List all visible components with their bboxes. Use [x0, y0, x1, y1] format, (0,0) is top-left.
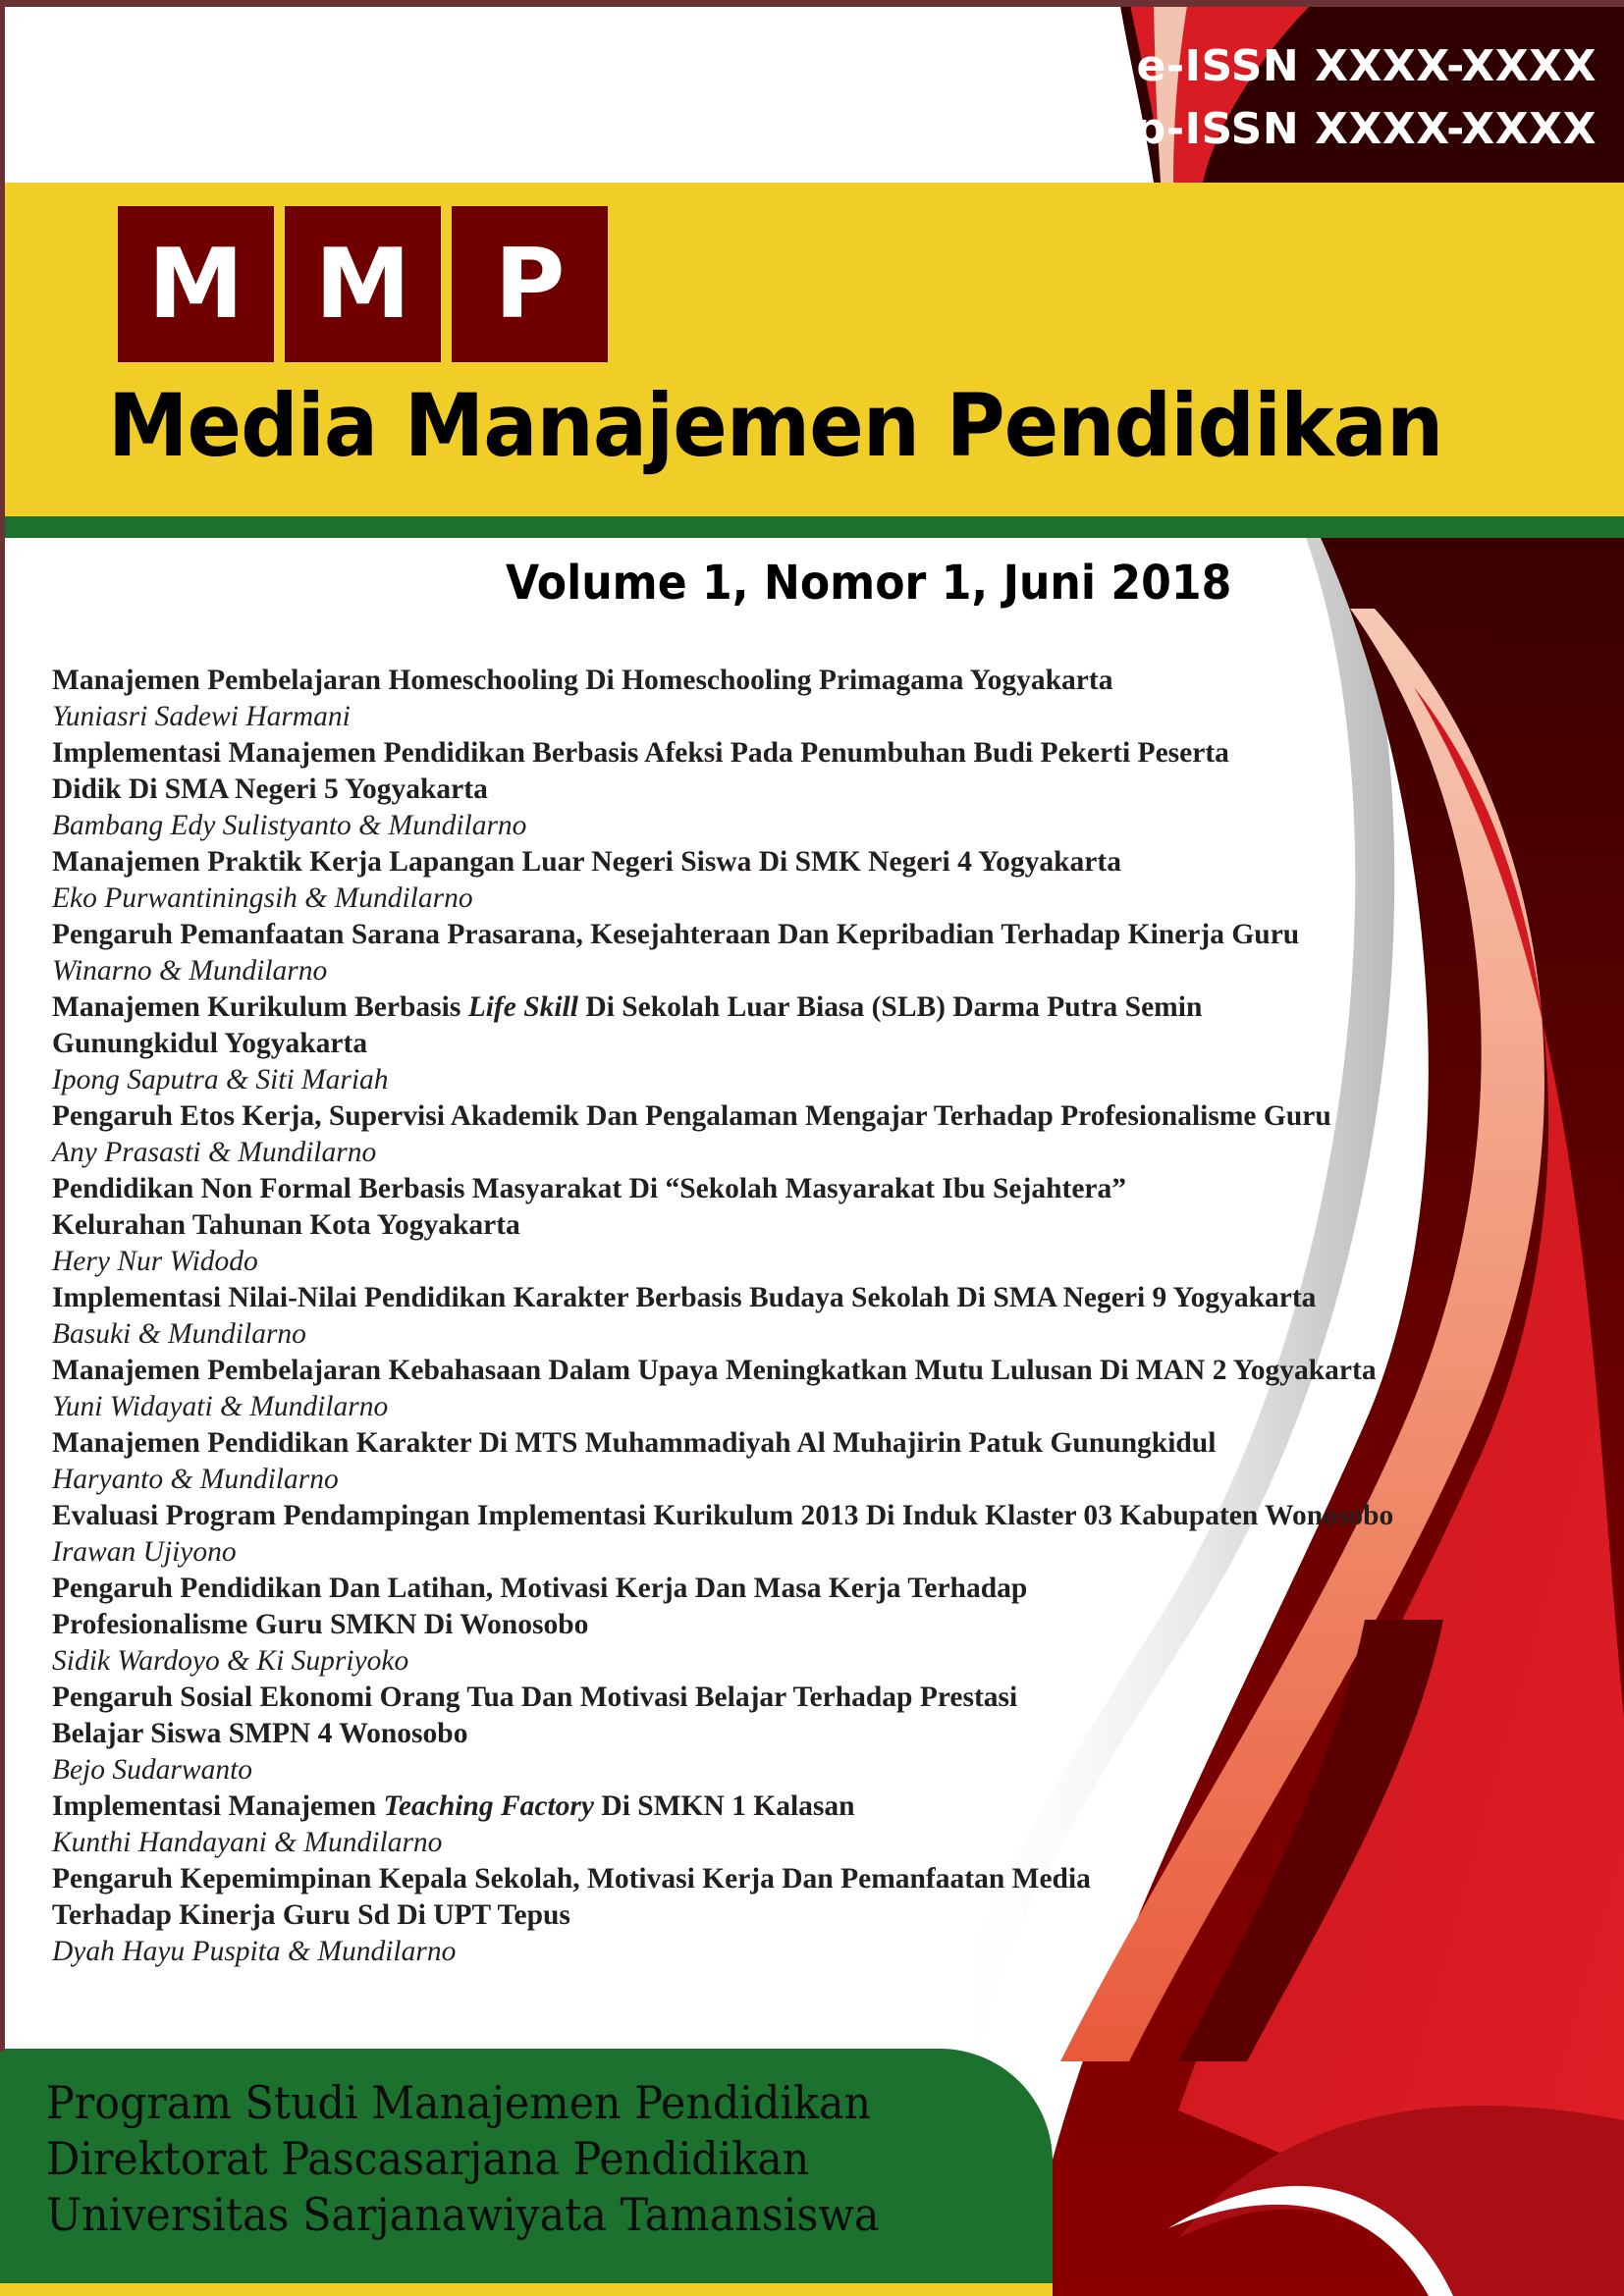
publisher-text	[46, 2075, 880, 2243]
article-entry	[52, 1571, 1584, 1680]
article-authors: Any Prasasti & Mundilarno	[52, 1137, 377, 1168]
journal-title: Media Manajemen Pendidikan	[108, 375, 1443, 476]
issn-block	[1135, 35, 1597, 161]
article-entry	[52, 989, 1584, 1098]
article-authors: Kunthi Handayani & Mundilarno	[52, 1827, 443, 1858]
article-title-text: Kelurahan Tahunan Kota Yogyakarta	[52, 1209, 520, 1241]
article-authors: Irawan Ujiyono	[52, 1536, 237, 1568]
article-title	[52, 1280, 1584, 1316]
article-title-text: Implementasi Manajemen Pendidikan Berbasis Afeksi Pada Penumbuhan Budi Pekerti Peserta	[52, 737, 1229, 769]
issue-info: Volume 1, Nomor 1, Juni 2018	[506, 556, 1232, 611]
article-title-text: Manajemen Kurikulum Berbasis	[52, 991, 468, 1023]
article-entry	[52, 844, 1584, 917]
article-title	[52, 844, 1584, 881]
article-title	[52, 1098, 1584, 1135]
article-entry	[52, 1861, 1584, 1970]
article-entry	[52, 1498, 1584, 1571]
green-divider	[5, 516, 1624, 538]
article-entry	[52, 735, 1584, 844]
article-authors: Winarno & Mundilarno	[52, 955, 328, 987]
article-authors: Yuni Widayati & Mundilarno	[52, 1391, 389, 1422]
article-title	[52, 1716, 1584, 1752]
article-entry	[52, 1171, 1584, 1280]
article-title-text: Pengaruh Kepemimpinan Kepala Sekolah, Motivasi Kerja Dan Pemanfaatan Media	[52, 1863, 1091, 1895]
article-title-text: Manajemen Pendidikan Karakter Di MTS Muhammadiyah Al Muhajirin Patuk Gunungkidul	[52, 1427, 1217, 1459]
cover-border-top	[0, 0, 1624, 7]
article-authors: Dyah Hayu Puspita & Mundilarno	[52, 1936, 457, 1967]
article-title	[52, 1897, 1584, 1934]
article-title	[52, 1498, 1584, 1534]
article-title	[52, 772, 1584, 808]
article-entry	[52, 1789, 1584, 1861]
logo-letter-m1: M	[118, 206, 274, 362]
article-title-text: Pengaruh Pemanfaatan Sarana Prasarana, Kesejahteraan Dan Kepribadian Terhadap Kinerja Guru	[52, 919, 1300, 950]
footer-yellow-strip	[0, 2283, 1053, 2296]
article-authors: Ipong Saputra & Siti Mariah	[52, 1064, 389, 1095]
article-title-italic-term: Teaching Factory	[383, 1790, 595, 1822]
article-title-text: Belajar Siswa SMPN 4 Wonosobo	[52, 1718, 468, 1749]
article-title	[52, 1571, 1584, 1607]
p-issn: p-ISSN XXXX-XXXX	[1134, 104, 1597, 154]
logo-letter-m2: M	[285, 206, 441, 362]
article-title	[52, 917, 1584, 953]
article-title-text: Gunungkidul Yogyakarta	[52, 1028, 368, 1059]
article-title	[52, 1353, 1584, 1389]
article-title-text: Evaluasi Program Pendampingan Implementasi Kurikulum 2013 Di Induk Klaster 03 Kabupaten Wonosobo	[52, 1500, 1394, 1531]
publisher-line-university: Universitas Sarjanawiyata Tamansiswa	[46, 2188, 880, 2241]
publisher-line-directorate: Direktorat Pascasarjana Pendidikan	[46, 2132, 810, 2185]
article-entry	[52, 1353, 1584, 1425]
article-title-text: Manajemen Praktik Kerja Lapangan Luar Negeri Siswa Di SMK Negeri 4 Yogyakarta	[52, 846, 1121, 878]
article-title	[52, 1171, 1584, 1207]
article-authors: Sidik Wardoyo & Ki Supriyoko	[52, 1645, 409, 1677]
article-title-text: Pengaruh Sosial Ekonomi Orang Tua Dan Motivasi Belajar Terhadap Prestasi	[52, 1682, 1018, 1713]
article-title	[52, 1026, 1584, 1062]
article-title	[52, 1861, 1584, 1897]
article-title	[52, 1607, 1584, 1643]
article-entry	[52, 917, 1584, 989]
article-entry	[52, 1425, 1584, 1498]
article-title	[52, 1789, 1584, 1825]
article-entry	[52, 1280, 1584, 1353]
article-title-text: Pengaruh Etos Kerja, Supervisi Akademik Dan Pengalaman Mengajar Terhadap Profesionalisme Guru	[52, 1100, 1331, 1132]
cover-border-left	[0, 0, 5, 2052]
logo-letter-p: P	[452, 206, 608, 362]
article-authors: Eko Purwantiningsih & Mundilarno	[52, 882, 473, 914]
article-title-text: Manajemen Pembelajaran Homeschooling Di Homeschooling Primagama Yogyakarta	[52, 665, 1113, 696]
article-title-text: Di SMKN 1 Kalasan	[594, 1790, 855, 1822]
article-authors: Bambang Edy Sulistyanto & Mundilarno	[52, 810, 527, 841]
article-title	[52, 1680, 1584, 1716]
e-issn: e-ISSN XXXX-XXXX	[1136, 41, 1597, 91]
article-authors: Haryanto & Mundilarno	[52, 1464, 339, 1495]
article-entry	[52, 1680, 1584, 1789]
article-entry	[52, 663, 1584, 735]
article-title-text: Implementasi Nilai-Nilai Pendidikan Karakter Berbasis Budaya Sekolah Di SMA Negeri 9 Yogyakarta	[52, 1282, 1317, 1313]
table-of-contents	[52, 663, 1584, 1970]
article-title	[52, 735, 1584, 772]
article-title	[52, 1425, 1584, 1462]
article-title-text: Didik Di SMA Negeri 5 Yogyakarta	[52, 774, 488, 805]
article-title-text: Pengaruh Pendidikan Dan Latihan, Motivasi Kerja Dan Masa Kerja Terhadap	[52, 1573, 1028, 1604]
article-authors: Hery Nur Widodo	[52, 1246, 258, 1277]
article-entry	[52, 1098, 1584, 1171]
publisher-line-program: Program Studi Manajemen Pendidikan	[46, 2076, 872, 2129]
article-authors: Bejo Sudarwanto	[52, 1754, 253, 1786]
article-title	[52, 989, 1584, 1026]
article-authors: Yuniasri Sadewi Harmani	[52, 701, 351, 732]
article-authors: Basuki & Mundilarno	[52, 1318, 306, 1350]
article-title	[52, 1207, 1584, 1244]
article-title-text: Implementasi Manajemen	[52, 1790, 384, 1822]
article-title-text: Profesionalisme Guru SMKN Di Wonosobo	[52, 1609, 589, 1640]
article-title-text: Terhadap Kinerja Guru Sd Di UPT Tepus	[52, 1899, 570, 1931]
article-title	[52, 663, 1584, 699]
article-title-text: Di Sekolah Luar Biasa (SLB) Darma Putra Semin	[577, 991, 1203, 1023]
article-title-text: Pendidikan Non Formal Berbasis Masyarakat Di “Sekolah Masyarakat Ibu Sejahtera”	[52, 1173, 1127, 1204]
mmp-logo	[118, 206, 608, 362]
article-title-text: Manajemen Pembelajaran Kebahasaan Dalam Upaya Meningkatkan Mutu Lulusan Di MAN 2 Yogyakarta	[52, 1355, 1377, 1386]
article-title-italic-term: Life Skill	[467, 991, 578, 1023]
